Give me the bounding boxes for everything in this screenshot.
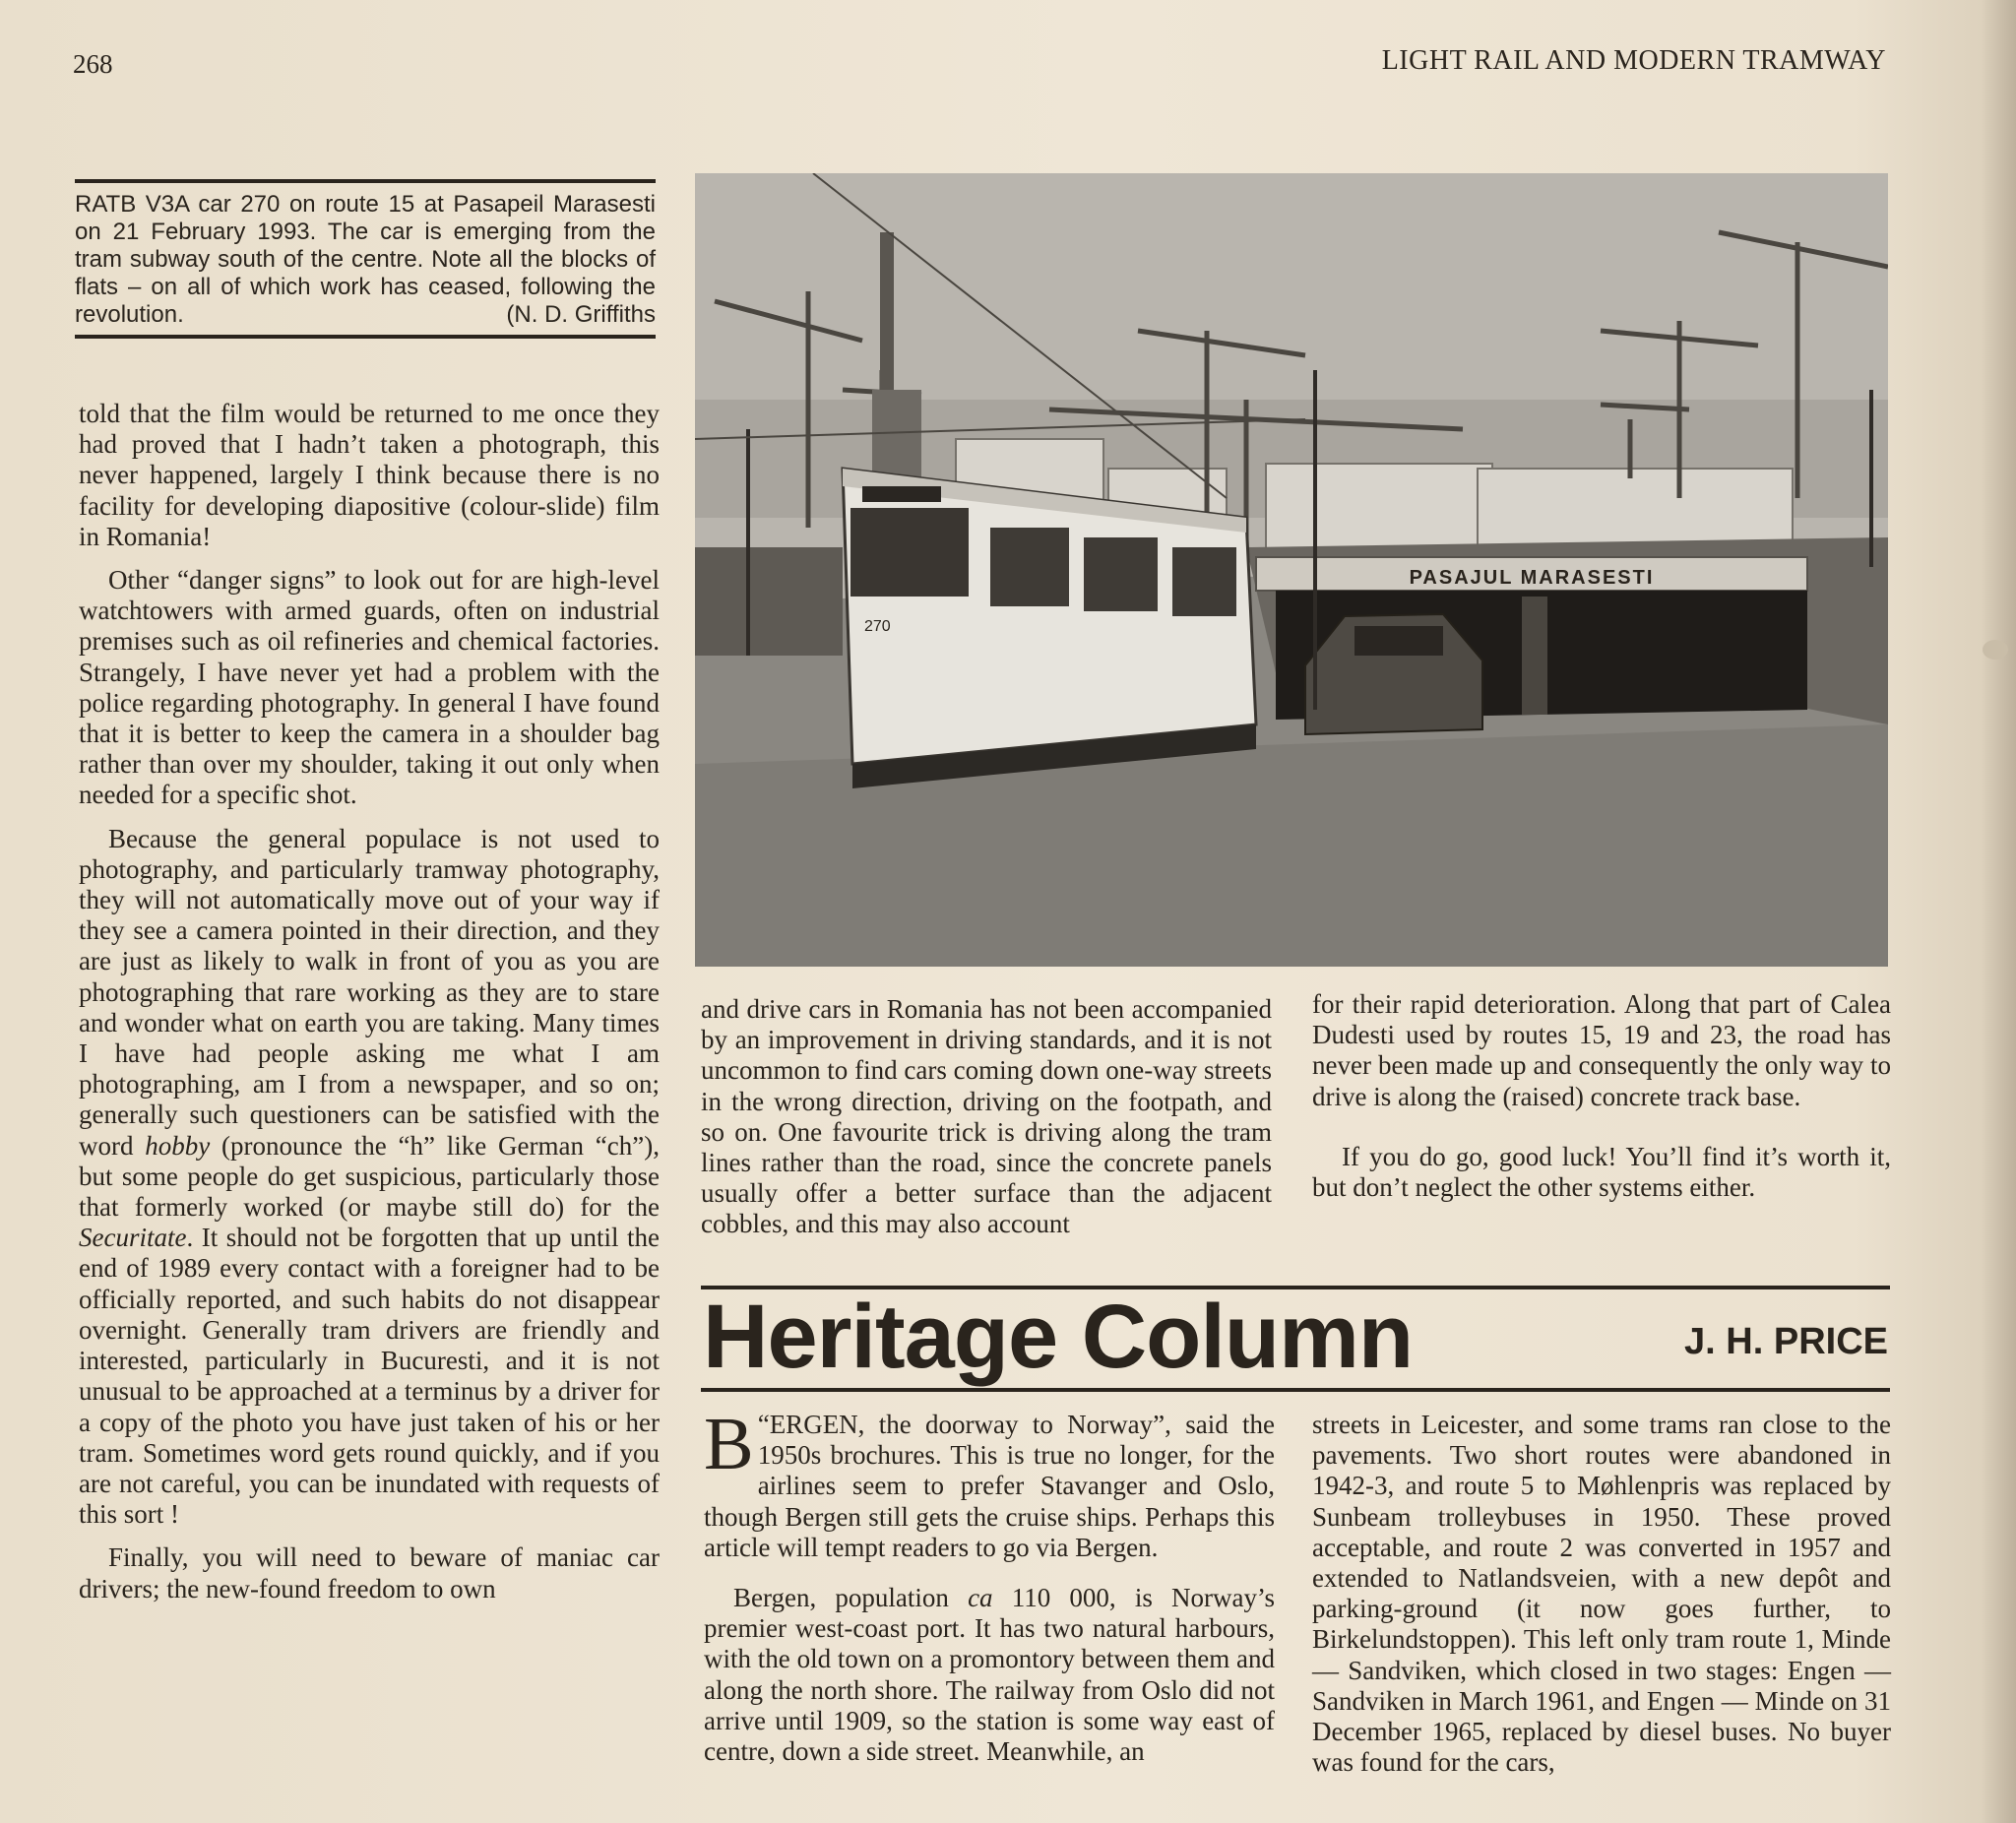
section-author: J. H. PRICE <box>1684 1321 1888 1362</box>
left-trees <box>695 547 843 656</box>
photo-credit: (N. D. Griffiths <box>506 301 656 328</box>
tram-photo-drawing <box>695 173 1888 967</box>
article-paragraph: If you do go, good luck! You’ll find it’s worth it, but don’t neglect the other systems either. <box>1312 1141 1891 1203</box>
car-rear-window <box>1354 626 1443 656</box>
open-quote: “ <box>757 1410 770 1439</box>
article-right-column <box>1312 989 1891 1216</box>
article-paragraph: streets in Leicester, and some trams ran close to the pavements. Two short routes were abandoned in 1942-3, and route 5 to Møhlenpris was replaced by Sunbeam trolleybuses in 1950. These proved acceptable, and route 2 was converted in 1957 and extended to Natlandsveien, with a new depôt and parking-ground (it now goes further, to Birkelundstoppen). This left only tram route 1, Minde — Sandviken, which closed in two stages: Engen — Sandviken in March 1961, and Engen — Minde on 31 December 1965, replaced by diesel buses. No buyer was found for the cars, <box>1312 1410 1891 1778</box>
article-text: 110 000, is Norway’s premier west-coast port. It has two natural harbours, with the old town on a promontory between them and along the north shore. The railway from Oslo did not arrive until 1909, so the station is some way east of centre, down a side street. Meanwhile, an <box>704 1583 1275 1767</box>
article-paragraph <box>79 824 660 1531</box>
article-text: Because the general populace is not used to photography, and particularly tramway photography, they will not automatically move out of your way if they see a camera pointed in their direction, and they are just as likely to walk in front of you as you are photographing that rare working as they are to stare and wonder what on earth you are taking. Many times I have had people asking me what I am photographing, am I from a newspaper, and so on; generally such questioners can be satisfied with the word <box>79 823 660 1161</box>
portal-sign: PASAJUL MARASESTI <box>1409 567 1655 589</box>
article-text: ERGEN, the doorway to Norway”, said the 1950s brochures. This is true no longer, for the airlines seem to prefer Stavanger and Oslo, though Bergen still gets the cruise ships. Perhaps this article will tempt readers to go via Bergen. <box>704 1410 1275 1562</box>
photo-caption-box <box>75 179 656 339</box>
photo-caption-text: RATB V3A car 270 on route 15 at Pasapeil Marasesti on 21 February 1993. The car is emerging from the tram subway south of the centre. Note all the blocks of flats – on all of which work has ceased, following the revolution. <box>75 191 656 328</box>
article-paragraph: and drive cars in Romania has not been accompanied by an improvement in driving standards, and it is not uncommon to find cars coming down one-way streets in the wrong direction, driving on the footpath, and so on. One favourite trick is driving along the tram lines rather than the road, since the concrete panels usually offer a better surface than the adjacent cobbles, and this may also account <box>701 994 1272 1239</box>
tram-windscreen <box>850 508 969 597</box>
tram-number: 270 <box>864 618 891 635</box>
emphasis-text: Securitate <box>79 1223 187 1253</box>
emphasis-text: hobby <box>145 1130 211 1161</box>
section-title: Heritage Column <box>703 1287 1414 1387</box>
running-head: LIGHT RAIL AND MODERN TRAMWAY <box>1381 45 1886 76</box>
tunnel-pillar <box>1522 597 1547 715</box>
page-number: 268 <box>73 49 113 79</box>
section-rule-bottom <box>701 1388 1890 1392</box>
article-paragraph <box>704 1403 1275 1563</box>
tram-photo <box>695 173 1888 967</box>
heritage-right-column <box>1312 1410 1891 1791</box>
drop-cap: B <box>704 1403 754 1485</box>
binder-clip <box>1983 640 2008 660</box>
page-edge-shadow <box>1981 0 2016 1823</box>
article-mid-column <box>701 994 1272 1253</box>
article-paragraph: told that the film would be returned to me once they had proved that I hadn’t taken a photograph, this never happened, largely I think because there is no facility for developing diapositive (colour-slide) film in Romania! <box>79 399 660 551</box>
article-paragraph: for their rapid deterioration. Along that part of Calea Dudesti used by routes 15, 19 and 23, the road has never been made up and consequently the only way to drive is along the (raised) concrete track base. <box>1312 989 1891 1111</box>
article-text: Bergen, population <box>733 1583 969 1613</box>
article-paragraph: Finally, you will need to beware of maniac car drivers; the new-found freedom to own <box>79 1542 660 1603</box>
heritage-left-column <box>704 1403 1275 1780</box>
article-left-column <box>79 399 660 1617</box>
emphasis-text: ca <box>968 1583 993 1613</box>
article-paragraph <box>704 1583 1275 1767</box>
article-paragraph: Other “danger signs” to look out for are high-level watchtowers with armed guards, often on industrial premises such as oil refineries and chemical factories. Strangely, I have never yet had a problem with the police regarding photography. In general I have found that it is better to keep the camera in a shoulder bag rather than over my shoulder, taking it out only when needed for a specific shot. <box>79 565 660 810</box>
photo-caption <box>75 191 656 329</box>
article-text: (pronounce the “h” like German “ch”), but some people do get suspicious, particularly those that formerly worked (or maybe still do) for the <box>79 1130 660 1223</box>
article-text: . It should not be forgotten that up until the end of 1989 every contact with a foreigner had to be officially reported, and such habits do not disappear overnight. Generally tram drivers are friendly and interested, particularly in Bucuresti, and it is not unusual to be approached at a terminus by a driver for a copy of the photo you have just taken of his or her tram. Sometimes word gets round quickly, and if you are not careful, you can be inundated with requests of this sort ! <box>79 1223 660 1530</box>
tram-destination-blind <box>862 486 941 502</box>
